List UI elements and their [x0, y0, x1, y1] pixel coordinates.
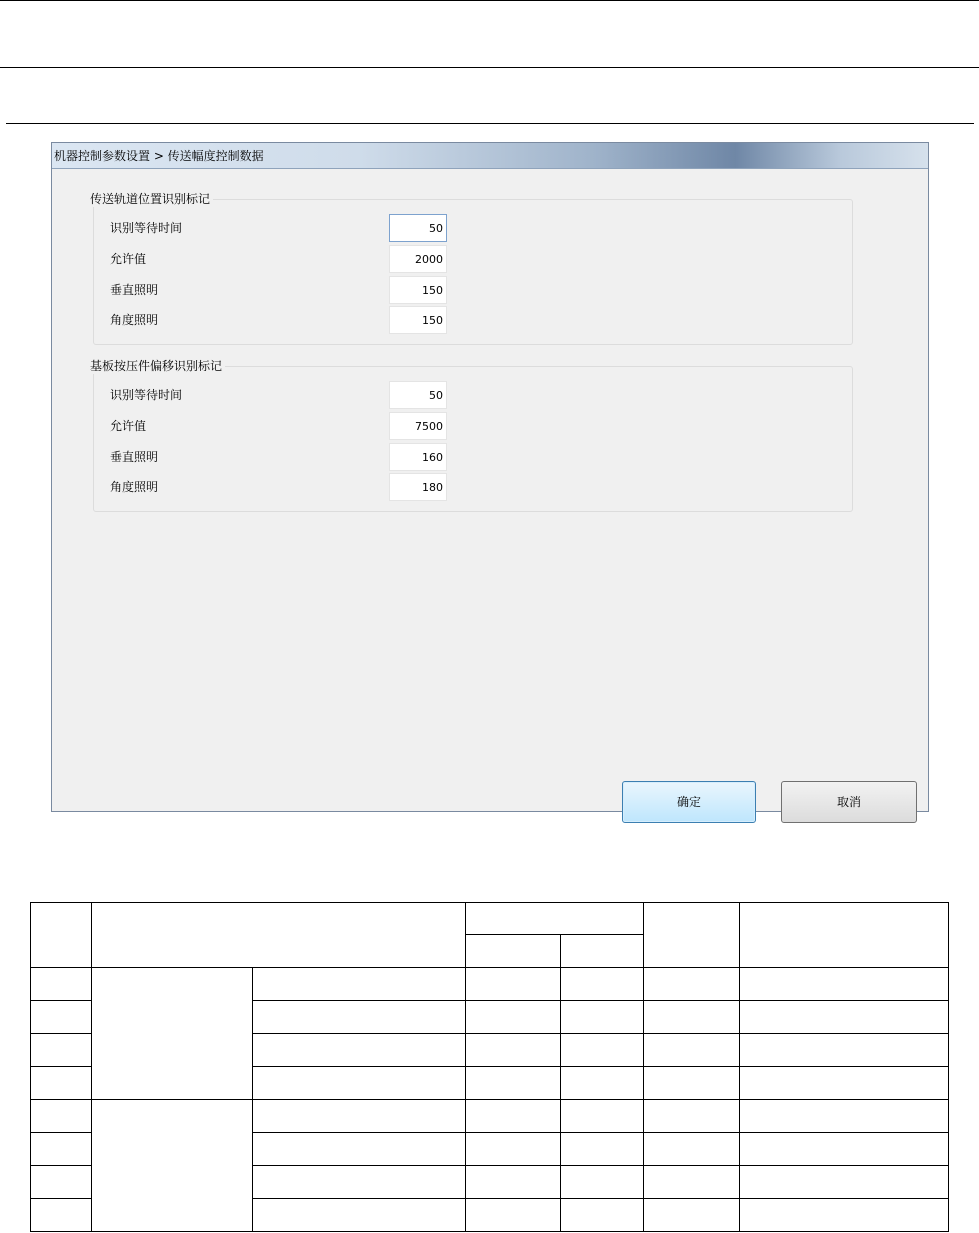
table-cell: [252, 1034, 465, 1067]
table-cell: [740, 1001, 949, 1034]
table-cell: [561, 1100, 644, 1133]
vertical-light-label: 垂直照明: [110, 450, 159, 464]
table-cell: [740, 1067, 949, 1100]
table-cell: [644, 968, 740, 1001]
table-row: [31, 968, 949, 1001]
tolerance-input[interactable]: 7500: [389, 412, 447, 440]
table-cell: [561, 1067, 644, 1100]
angle-light-label: 角度照明: [110, 480, 159, 494]
window-title: 机器控制参数设置 > 传送幅度控制数据: [54, 149, 264, 163]
table-cell: [31, 1067, 92, 1100]
table-cell: [561, 1133, 644, 1166]
wait-time-label: 识别等待时间: [110, 388, 183, 402]
tolerance-input[interactable]: 2000: [389, 245, 447, 273]
cancel-button[interactable]: 取消: [781, 781, 917, 823]
table-cell: [252, 968, 465, 1001]
wait-time-label: 识别等待时间: [110, 221, 183, 235]
angle-light-row: [110, 473, 450, 501]
table-cell: [252, 1133, 465, 1166]
group-title: 基板按压件偏移识别标记: [87, 358, 225, 374]
table-cell: [644, 1199, 740, 1232]
table-cell: [740, 1133, 949, 1166]
settings-dialog: [51, 142, 929, 812]
group-title: 传送轨道位置识别标记: [87, 191, 213, 207]
table-row: [31, 1100, 949, 1133]
table-cell: [561, 935, 644, 968]
table-cell: [465, 1166, 561, 1199]
table-cell: [252, 1067, 465, 1100]
table-cell: [31, 1133, 92, 1166]
table-cell: [644, 1001, 740, 1034]
table-cell: [465, 1199, 561, 1232]
table-cell: [561, 1166, 644, 1199]
table-cell: [91, 968, 252, 1100]
wait-time-row: [110, 214, 450, 242]
angle-light-input[interactable]: 150: [389, 306, 447, 334]
table-cell: [31, 1034, 92, 1067]
table-cell: [31, 1199, 92, 1232]
wait-time-row: [110, 381, 450, 409]
table-cell: [31, 1100, 92, 1133]
table-cell: [31, 1166, 92, 1199]
table-cell: [465, 903, 644, 935]
vertical-light-row: [110, 276, 450, 304]
top-rule: [0, 0, 979, 1]
table-cell: [644, 1034, 740, 1067]
tolerance-row: [110, 412, 450, 440]
table-cell: [465, 935, 561, 968]
table-cell: [31, 903, 92, 968]
parameter-table: [30, 902, 949, 1232]
table-cell: [561, 1034, 644, 1067]
table-cell: [644, 1067, 740, 1100]
vertical-light-row: [110, 443, 450, 471]
table-cell: [644, 903, 740, 968]
table-cell: [644, 1100, 740, 1133]
table-cell: [31, 1001, 92, 1034]
vertical-light-input[interactable]: 150: [389, 276, 447, 304]
table-cell: [465, 1067, 561, 1100]
vertical-light-label: 垂直照明: [110, 283, 159, 297]
table-cell: [561, 968, 644, 1001]
table-cell: [740, 1166, 949, 1199]
header-rule: [0, 67, 979, 68]
table-cell: [740, 1100, 949, 1133]
conveyor-position-mark-group: [90, 192, 853, 345]
vertical-light-input[interactable]: 160: [389, 443, 447, 471]
table-cell: [465, 968, 561, 1001]
ok-button[interactable]: 确定: [622, 781, 756, 823]
title-bar[interactable]: [52, 143, 928, 169]
tolerance-label: 允许值: [110, 252, 147, 266]
table-cell: [561, 1001, 644, 1034]
table-cell: [252, 1001, 465, 1034]
table-cell: [252, 1199, 465, 1232]
board-clamp-offset-mark-group: [90, 359, 853, 512]
table-cell: [465, 1133, 561, 1166]
table-cell: [465, 1100, 561, 1133]
table-cell: [561, 1199, 644, 1232]
table-cell: [740, 903, 949, 968]
dialog-client-area: [52, 169, 928, 811]
table-cell: [644, 1166, 740, 1199]
table-cell: [252, 1100, 465, 1133]
table-cell: [644, 1133, 740, 1166]
table-cell: [740, 1199, 949, 1232]
table-cell: [31, 968, 92, 1001]
angle-light-row: [110, 306, 450, 334]
tolerance-row: [110, 245, 450, 273]
table-cell: [91, 903, 465, 968]
table-header-row: [31, 903, 949, 935]
table-cell: [91, 1100, 252, 1232]
table-cell: [252, 1166, 465, 1199]
tolerance-label: 允许值: [110, 419, 147, 433]
header-rule-lower: [6, 123, 974, 124]
table-cell: [465, 1034, 561, 1067]
table-cell: [740, 1034, 949, 1067]
wait-time-input[interactable]: 50: [389, 381, 447, 409]
table-cell: [740, 968, 949, 1001]
angle-light-input[interactable]: 180: [389, 473, 447, 501]
angle-light-label: 角度照明: [110, 313, 159, 327]
wait-time-input[interactable]: 50: [389, 214, 447, 242]
table-cell: [465, 1001, 561, 1034]
